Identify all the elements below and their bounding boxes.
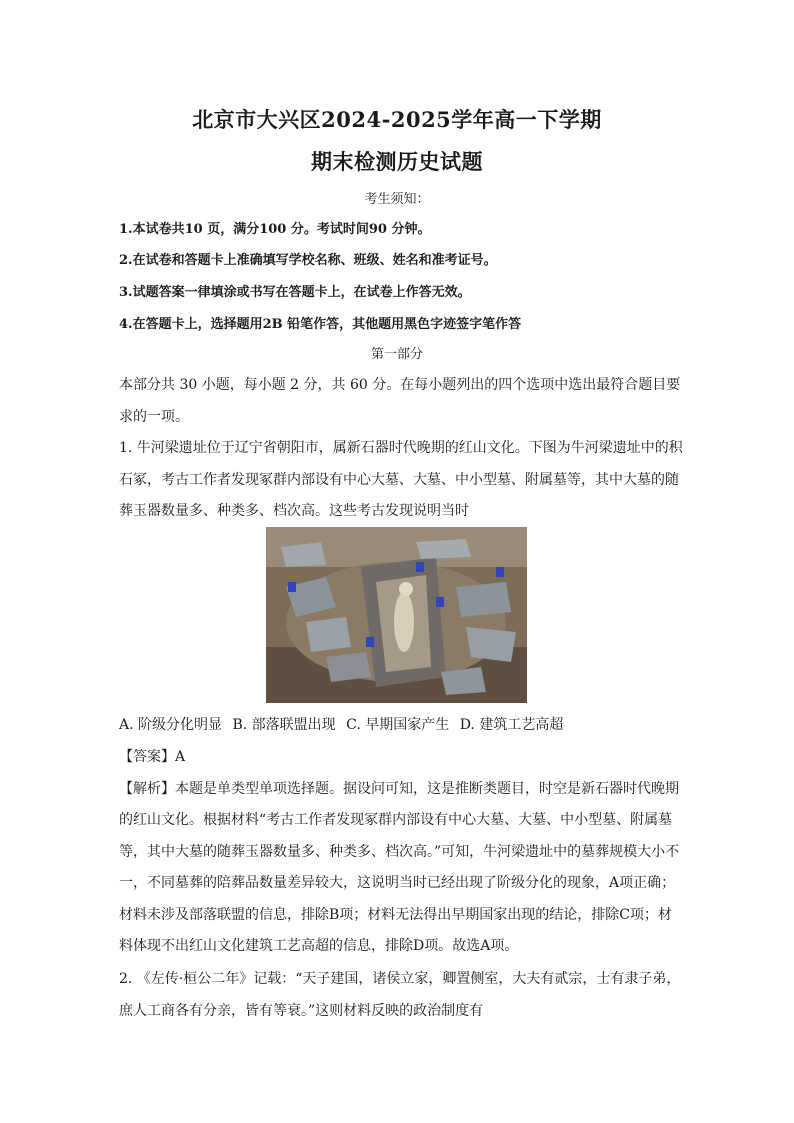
question-1-options: [119, 714, 569, 734]
excavation-photo: [266, 527, 527, 703]
section-heading: 第一部分: [370, 347, 423, 362]
notice-item: 1.本试卷共10 页，满分100 分。考试时间90 分钟。: [119, 222, 431, 237]
exam-subtitle: 期末检测历史试题: [311, 149, 483, 174]
notice-item: 3.试题答案一律填涂或书写在答题卡上，在试卷上作答无效。: [119, 285, 471, 300]
notice-item: 4.在答题卡上，选择题用2B 铅笔作答，其他题用黑色字迹签字笔作答: [119, 317, 522, 332]
question-1-answer-block: [119, 742, 684, 963]
option-a: A. 阶级分化明显: [119, 717, 223, 733]
option-c: C. 早期国家产生: [346, 717, 450, 733]
question-2-stem: 2. 《左传·桓公二年》记载：“天子建国，诸侯立家，卿置侧室，大夫有贰宗，士有隶子弟，庶人工商各有分亲，皆有等衰。”这则材料反映的政治制度有: [119, 971, 681, 1019]
option-d: D. 建筑工艺高超: [459, 717, 564, 733]
notice-heading: 考生须知：: [364, 192, 430, 207]
exam-title: 北京市大兴区2024-2025学年高一下学期: [192, 107, 602, 132]
section-intro: 本部分共 30 小题，每小题 2 分，共 60 分。在每小题列出的四个选项中选出最符合题目要求的一项。: [119, 377, 681, 425]
analysis: 【解析】本题是单类型单项选择题。据设问可知，这是推断类题目，时空是新石器时代晚期的红山文化。根据材料“考古工作者发现冢群内部设有中心大墓、大墓、中小型墓、附属墓等，其中大墓的随葬玉器数量多、种类多、档次高。”可知，牛河梁遗址中的墓葬规模大小不一，不同墓葬的陪葬品数量差异较大，这说明当时已经出现了阶级分化的现象，A项正确；材料未涉及部落联盟的信息，排除B项；材料无法得出早期国家出现的结论，排除C项；材料体现不出红山文化建筑工艺高超的信息，排除D项。故选A项。: [119, 780, 680, 954]
question-1-stem: 1. 牛河梁遗址位于辽宁省朝阳市，属新石器时代晚期的红山文化。下图为牛河梁遗址中的积石冢，考古工作者发现冢群内部设有中心大墓、大墓、中小型墓、附属墓等，其中大墓的随葬玉器数量多、种类多、档次高。这些考古发现说明当时: [119, 440, 683, 519]
answer: 【答案】A: [119, 749, 186, 765]
option-b: B. 部落联盟出现: [232, 717, 336, 733]
notice-item: 2.在试卷和答题卡上准确填写学校名称、班级、姓名和准考证号。: [119, 253, 497, 268]
